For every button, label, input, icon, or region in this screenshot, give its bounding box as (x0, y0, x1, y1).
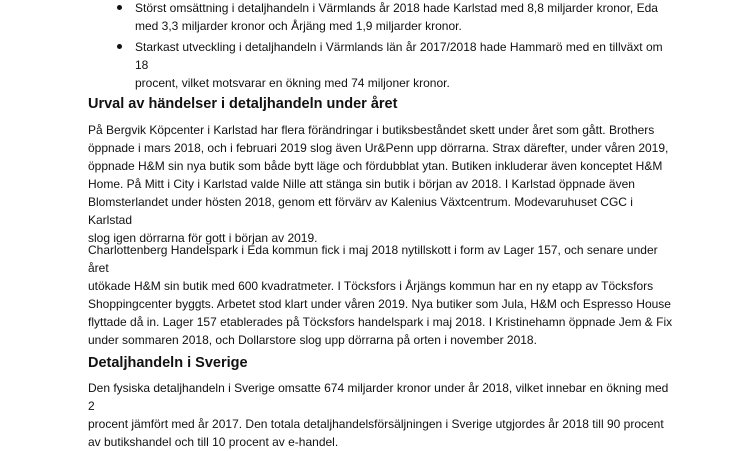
section-heading-sweden: Detaljhandeln i Sverige (88, 355, 248, 371)
section-heading-events: Urval av händelser i detaljhandeln under året (88, 96, 398, 112)
paragraph-line: Home. På Mitt i City i Karlstad valde Nille att stänga sin butik i början av 2018. I Karlstad öppnade även (88, 177, 635, 191)
paragraph-line: av butikshandel och till 10 procent av e-handel. (88, 435, 339, 449)
bullet-list (117, 0, 677, 95)
paragraph-line: slog igen dörrarna för gott i början av 2019. (88, 231, 318, 245)
paragraph-line: Blomsterlandet under hösten 2018, genom ett förvärv av Kalenius Växtcentrum. Modevaruhuset CGC i Karlstad (88, 195, 633, 227)
paragraph-line: under sommaren 2018, och Dollarstore slog upp dörrarna på orten i november 2018. (88, 333, 537, 347)
bullet-dot-icon (117, 5, 122, 10)
paragraph-line: Shoppingcenter byggts. Arbetet stod klart under våren 2019. Nya butiker som Jula, H&M och Espresso House (88, 297, 671, 311)
paragraph-charlottenberg (88, 241, 678, 349)
bullet-item (117, 38, 677, 92)
paragraph-line: flyttade då in. Lager 157 etablerades på Töcksfors handelspark i maj 2018. I Kristinehamn öppnade Jem & Fix (88, 315, 673, 329)
paragraph-line: öppnade i mars 2018, och i februari 2019 slog även Ur&Penn upp dörrarna. Strax därefter, under våren 2019, (88, 141, 669, 155)
paragraph-line: På Bergvik Köpcenter i Karlstad har flera förändringar i butiksbeståndet skett under året som gått. Brothers (88, 123, 655, 137)
paragraph-line: procent jämfört med år 2017. Den totala detaljhandelsförsäljningen i Sverige utgjordes år 2018 till 90 procent (88, 417, 664, 431)
bullet-text-line: Störst omsättning i detaljhandeln i Värmlands år 2018 hade Karlstad med 8,8 miljarder kronor, Eda (135, 1, 658, 15)
bullet-text-line: Starkast utveckling i detaljhandeln i Värmlands län år 2017/2018 hade Hammarö med en tillväxt om 18 (135, 40, 663, 72)
bullet-dot-icon (117, 44, 122, 49)
bullet-text-line: procent, vilket motsvarar en ökning med 74 miljoner kronor. (135, 76, 450, 90)
paragraph-line: utökade H&M sin butik med 600 kvadratmeter. I Töcksfors i Årjängs kommun har en ny etapp av Töcksfors (88, 279, 654, 293)
paragraph-line: öppnade H&M sin nya butik som både bytt läge och fördubblat ytan. Butiken inkluderar även konceptet H&M (88, 159, 663, 173)
paragraph-bergvik (88, 121, 678, 247)
paragraph-line: Charlottenberg Handelspark i Eda kommun fick i maj 2018 nytillskott i form av Lager 157, och senare under året (88, 243, 658, 275)
paragraph-sweden (88, 379, 678, 451)
paragraph-line: Den fysiska detaljhandeln i Sverige omsatte 674 miljarder kronor under år 2018, vilket innebar en ökning med 2 (88, 381, 669, 413)
bullet-item (117, 0, 677, 35)
bullet-text-line: med 3,3 miljarder kronor och Årjäng med 1,9 miljarder kronor. (135, 19, 462, 33)
